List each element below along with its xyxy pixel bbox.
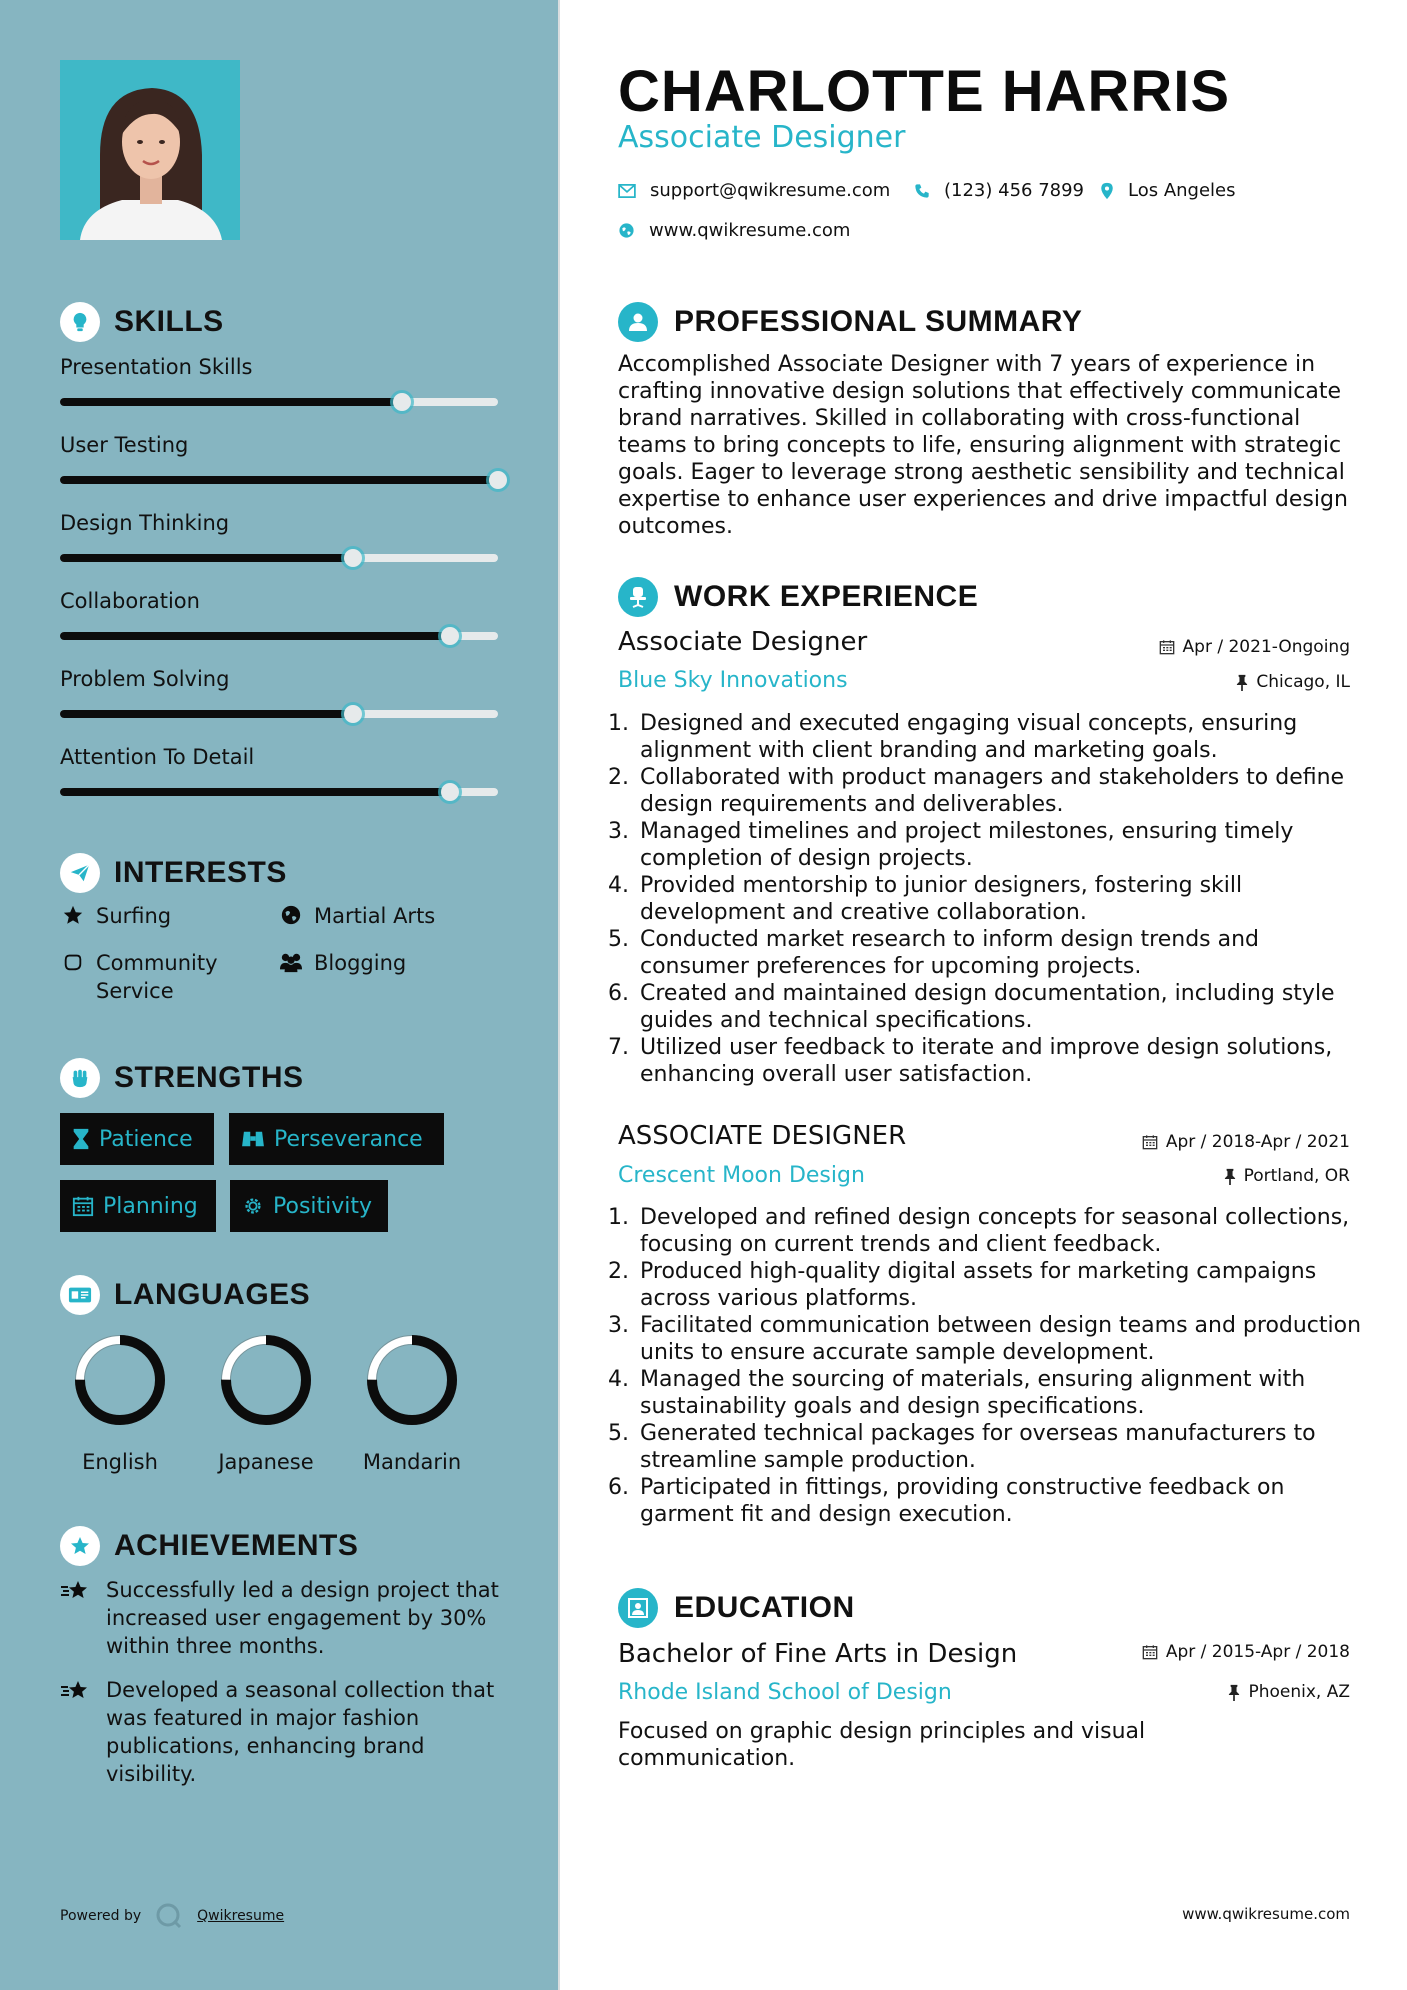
- graduate-icon: [618, 1588, 658, 1628]
- skill-bar-fill: [60, 788, 450, 796]
- fist-icon: [60, 1058, 100, 1098]
- interest-item: [278, 949, 406, 977]
- pushpin-icon: [1236, 674, 1248, 691]
- job-bullet: 3. Managed timelines and project milestones, ensuring timely completion of design projects.: [636, 818, 1371, 872]
- contact-website[interactable]: [618, 220, 850, 241]
- strengths-heading: [60, 1058, 304, 1098]
- achievement-item: [60, 1576, 500, 1660]
- job-location-text: Chicago, IL: [1256, 672, 1350, 692]
- skill-item: [60, 742, 498, 796]
- summary-heading: [618, 301, 1082, 343]
- job-location: [1224, 1166, 1350, 1186]
- skill-item: [60, 508, 498, 562]
- summary-text: Accomplished Associate Designer with 7 years of experience in crafting innovative design solutions that effectively communicate brand narratives. Skilled in collaborating with cross-functional teams to bring concepts to life, ensuring alignment with strategic goals. Eager to leverage strong aesthetic sensibility and technical expertise to enhance user experiences and drive impactful design outcomes.: [618, 352, 1348, 539]
- skill-name: User Testing: [60, 433, 189, 457]
- interest-label: Surfing: [96, 904, 172, 928]
- job-bullets: [618, 1204, 1371, 1528]
- hourglass-icon: [72, 1128, 90, 1150]
- job-bullet: 6. Participated in fittings, providing constructive feedback on garment fit and design execution.: [636, 1474, 1371, 1528]
- skill-bar-track: [60, 788, 498, 796]
- skill-bar-knob: [344, 549, 362, 567]
- interest-item: [278, 902, 435, 930]
- languages-heading: [60, 1275, 310, 1315]
- experience-title: WORK EXPERIENCE: [674, 580, 979, 613]
- summary-title: PROFESSIONAL SUMMARY: [674, 305, 1083, 338]
- language-ring: [218, 1332, 314, 1428]
- strength-label: Planning: [103, 1193, 198, 1219]
- globe-icon: [618, 222, 635, 239]
- education-title: EDUCATION: [674, 1591, 855, 1624]
- skill-bar-fill: [60, 476, 498, 484]
- strength-label: Perseverance: [274, 1126, 423, 1152]
- job-location-text: Portland, OR: [1243, 1166, 1350, 1186]
- powered-by: [60, 1902, 284, 1930]
- strength-chip: [229, 1113, 444, 1165]
- interests-title: INTERESTS: [114, 856, 287, 889]
- strength-chip: [60, 1180, 216, 1232]
- job-bullet: 4. Managed the sourcing of materials, ensuring alignment with sustainability goals and design specifications.: [636, 1366, 1371, 1420]
- education-degree: Bachelor of Fine Arts in Design: [618, 1639, 1018, 1669]
- achievement-text: Developed a seasonal collection that was featured in major fashion publications, enhancing brand visibility.: [106, 1678, 495, 1786]
- skill-bar-knob: [441, 783, 459, 801]
- achievements-title: ACHIEVEMENTS: [114, 1529, 359, 1562]
- skill-name: Collaboration: [60, 589, 200, 613]
- strengths-title: STRENGTHS: [114, 1061, 304, 1094]
- skill-item: [60, 430, 498, 484]
- calendar-icon: [1142, 1134, 1158, 1150]
- education-heading: [618, 1587, 855, 1629]
- languages-title: LANGUAGES: [114, 1278, 311, 1311]
- candidate-name: CHARLOTTE HARRIS: [618, 59, 1231, 124]
- skill-bar-knob: [489, 471, 507, 489]
- strength-chip: [230, 1180, 388, 1232]
- phone-text: (123) 456 7899: [944, 180, 1085, 201]
- candidate-title: Associate Designer: [618, 120, 906, 155]
- job-dates: [1159, 637, 1350, 657]
- education-description: Focused on graphic design principles and visual communication.: [618, 1719, 1146, 1771]
- education-school: Rhode Island School of Design: [618, 1680, 952, 1705]
- interest-label: Martial Arts: [314, 904, 436, 928]
- strength-label: Patience: [99, 1126, 193, 1152]
- achievements-heading: [60, 1526, 358, 1566]
- job-company: Crescent Moon Design: [618, 1163, 865, 1188]
- language-ring: [364, 1332, 460, 1428]
- qwikresume-link[interactable]: Qwikresume: [197, 1908, 285, 1924]
- language-name: English: [82, 1450, 158, 1474]
- language-item: [60, 1332, 180, 1474]
- profile-photo: [60, 60, 240, 240]
- experience-heading: [618, 576, 978, 618]
- skill-name: Presentation Skills: [60, 355, 253, 379]
- skill-bar-fill: [60, 710, 353, 718]
- location-text: Los Angeles: [1128, 180, 1236, 201]
- skills-title: SKILLS: [114, 305, 224, 338]
- powered-by-label: Powered by: [60, 1908, 142, 1924]
- globe-icon: [278, 902, 304, 928]
- skill-bar-track: [60, 632, 498, 640]
- skill-item: [60, 586, 498, 640]
- contact-location: [1100, 180, 1236, 201]
- user-icon: [618, 302, 658, 342]
- calendar-icon: [1159, 639, 1175, 655]
- job-bullet: 1. Designed and executed engaging visual concepts, ensuring alignment with client branding and marketing goals.: [636, 710, 1371, 764]
- star-icon: [60, 902, 86, 928]
- skill-bar-track: [60, 398, 498, 406]
- strength-chip: [60, 1113, 214, 1165]
- paper-plane-icon: [60, 853, 100, 893]
- interest-item: [60, 949, 260, 1005]
- job-location: [1236, 672, 1350, 692]
- skill-bar-track: [60, 476, 498, 484]
- qwikresume-logo-icon: [155, 1902, 183, 1930]
- job-bullet: 7. Utilized user feedback to iterate and improve design solutions, enhancing overall user satisfaction.: [636, 1034, 1371, 1088]
- achievement-item: [60, 1676, 500, 1788]
- interest-label: Community Service: [96, 951, 218, 1003]
- envelope-icon: [618, 184, 636, 198]
- skill-bar-fill: [60, 632, 450, 640]
- job-bullet: 2. Collaborated with product managers and stakeholders to define design requirements and deliverables.: [636, 764, 1371, 818]
- phone-icon: [914, 183, 930, 199]
- job-bullet: 6. Created and maintained design documentation, including style guides and technical specifications.: [636, 980, 1371, 1034]
- job-company: Blue Sky Innovations: [618, 668, 848, 693]
- language-name: Japanese: [218, 1450, 314, 1474]
- skill-name: Attention To Detail: [60, 745, 255, 769]
- job-bullet: 5. Conducted market research to inform design trends and consumer preferences for upcoming projects.: [636, 926, 1371, 980]
- skill-bar-knob: [441, 627, 459, 645]
- interest-item: [60, 902, 171, 930]
- skill-bar-knob: [344, 705, 362, 723]
- users-icon: [278, 949, 304, 975]
- pushpin-icon: [1224, 1168, 1236, 1185]
- gear-icon: [242, 1195, 264, 1217]
- skills-heading: [60, 302, 224, 342]
- language-item: [206, 1332, 326, 1474]
- email-text: support@qwikresume.com: [650, 180, 891, 201]
- education-location-text: Phoenix, AZ: [1248, 1682, 1350, 1702]
- skill-bar-fill: [60, 554, 353, 562]
- skill-name: Design Thinking: [60, 511, 230, 535]
- id-card-icon: [60, 1275, 100, 1315]
- job-bullets: [618, 710, 1371, 1088]
- footer-url[interactable]: www.qwikresume.com: [1182, 1905, 1350, 1923]
- job-dates-text: Apr / 2018-Apr / 2021: [1165, 1132, 1350, 1152]
- education-location: [1228, 1682, 1350, 1702]
- binoculars-icon: [241, 1129, 265, 1149]
- skill-bar-track: [60, 710, 498, 718]
- language-ring: [72, 1332, 168, 1428]
- skill-bar-knob: [393, 393, 411, 411]
- skill-bar-track: [60, 554, 498, 562]
- job-bullet: 1. Developed and refined design concepts for seasonal collections, focusing on current trends and client feedback.: [636, 1204, 1371, 1258]
- office-chair-icon: [618, 577, 658, 617]
- job-dates: [1142, 1132, 1350, 1152]
- column-divider: [558, 0, 560, 1990]
- contact-phone[interactable]: [914, 180, 1084, 201]
- interest-label: Blogging: [314, 951, 407, 975]
- hand-icon: [60, 949, 86, 975]
- interests-heading: [60, 853, 287, 893]
- star-badge-icon: [60, 1526, 100, 1566]
- calendar-icon: [72, 1195, 94, 1217]
- education-dates: [1142, 1642, 1350, 1662]
- skill-item: [60, 352, 498, 406]
- map-marker-icon: [1100, 182, 1114, 200]
- job-bullet: 2. Produced high-quality digital assets for marketing campaigns across various platforms.: [636, 1258, 1371, 1312]
- skill-bar-fill: [60, 398, 402, 406]
- job-title: Associate Designer: [618, 627, 868, 657]
- job-title: ASSOCIATE DESIGNER: [618, 1121, 907, 1151]
- skill-name: Problem Solving: [60, 667, 230, 691]
- shooting-star-icon: [60, 1676, 92, 1788]
- job-bullet: 4. Provided mentorship to junior designers, fostering skill development and creative collaboration.: [636, 872, 1371, 926]
- shooting-star-icon: [60, 1576, 92, 1660]
- job-bullet: 5. Generated technical packages for overseas manufacturers to streamline sample production.: [636, 1420, 1371, 1474]
- achievement-text: Successfully led a design project that increased user engagement by 30% within three months.: [106, 1578, 499, 1658]
- language-name: Mandarin: [362, 1450, 462, 1474]
- job-dates-text: Apr / 2021-Ongoing: [1182, 637, 1350, 657]
- sidebar: [0, 0, 558, 1990]
- calendar-icon: [1142, 1644, 1158, 1660]
- education-dates-text: Apr / 2015-Apr / 2018: [1165, 1642, 1350, 1662]
- job-bullet: 3. Facilitated communication between design teams and production units to ensure accurate sample development.: [636, 1312, 1371, 1366]
- website-text: www.qwikresume.com: [649, 220, 851, 241]
- contact-email[interactable]: [618, 180, 890, 201]
- language-item: [352, 1332, 472, 1474]
- skill-item: [60, 664, 498, 718]
- strength-label: Positivity: [273, 1193, 373, 1219]
- lightbulb-icon: [60, 302, 100, 342]
- main-column: [618, 0, 1362, 1990]
- pushpin-icon: [1228, 1684, 1240, 1701]
